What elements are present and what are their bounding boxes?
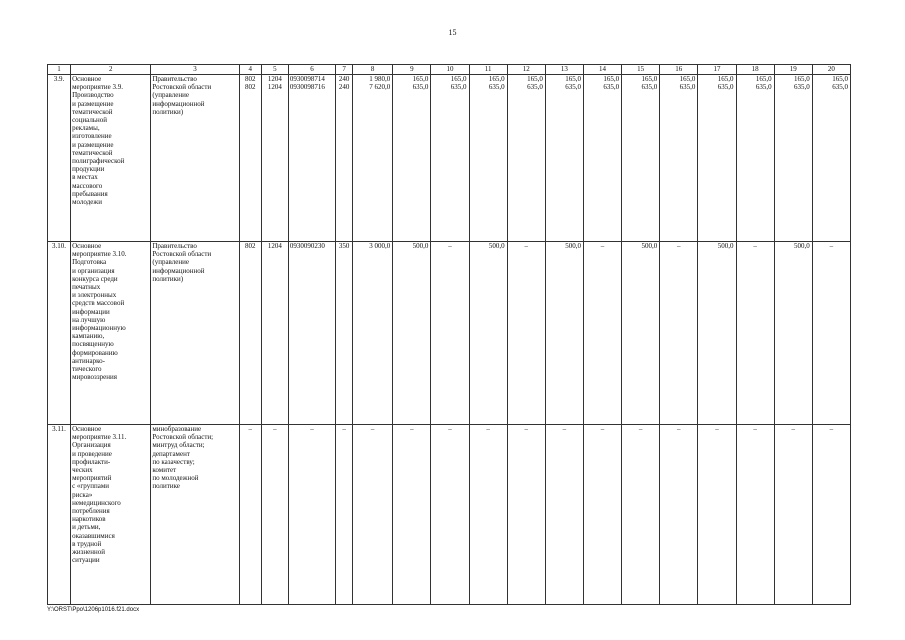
year-amount: [622, 425, 660, 605]
cell-line: 0930098716: [289, 83, 325, 92]
year-amount: [660, 425, 698, 605]
year-amount: [431, 425, 469, 605]
target-article-code: [288, 242, 335, 425]
cell-line: –: [791, 425, 795, 433]
cell-line: 165,0: [603, 75, 620, 83]
column-header: 2: [71, 65, 151, 75]
cell-line: –: [410, 425, 414, 433]
cell-line: –: [342, 425, 346, 433]
cell-line: 635,0: [641, 83, 658, 92]
cell-line: средств массовой: [72, 299, 125, 308]
column-header: 16: [660, 65, 698, 75]
cell-line: 635,0: [755, 83, 772, 92]
cell-line: Ростовской области: [152, 83, 212, 92]
year-amount: [507, 75, 545, 242]
activity-name: [71, 425, 151, 605]
cell-line: посвященную: [72, 340, 114, 349]
cell-line: мероприятие 3.10.: [72, 250, 127, 259]
cell-line: в трудной: [72, 539, 102, 548]
cell-line: минобразование: [152, 425, 202, 433]
section-code: [261, 75, 288, 242]
cell-line: комитет: [152, 466, 177, 475]
grbs-code: [239, 75, 261, 242]
activity-name: [71, 242, 151, 425]
cell-line: 635,0: [488, 83, 505, 92]
cell-line: 635,0: [603, 83, 620, 92]
cell-line: пребывания: [72, 189, 108, 198]
cell-line: антинарко-: [72, 356, 105, 365]
year-amount: [507, 425, 545, 605]
cell-line: департамент: [152, 449, 190, 458]
cell-line: политике: [152, 482, 180, 491]
cell-line: –: [562, 425, 567, 433]
year-amount: [393, 425, 431, 605]
cell-line: 802: [244, 83, 256, 92]
executor: [151, 425, 239, 605]
cell-line: и детьми,: [72, 523, 101, 532]
cell-line: 165,0: [641, 75, 658, 83]
cell-line: Ростовской области: [152, 250, 212, 259]
cell-line: оказавшимися: [72, 531, 115, 540]
cell-line: –: [753, 425, 757, 433]
year-amount: [507, 242, 545, 425]
cell-line: массового: [72, 181, 103, 190]
year-amount: [393, 242, 431, 425]
cell-line: 165,0: [794, 75, 810, 83]
column-header: 9: [393, 65, 431, 75]
year-amount: [698, 242, 736, 425]
cell-line: 500,0: [717, 242, 734, 250]
cell-line: –: [715, 425, 719, 433]
column-header: 14: [583, 65, 621, 75]
budget-table: [47, 64, 851, 605]
cell-line: 0930098714: [289, 75, 325, 83]
column-header: 17: [698, 65, 736, 75]
cell-line: политики): [152, 274, 184, 283]
year-amount: [545, 242, 583, 425]
cell-line: кампанию,: [72, 332, 105, 341]
year-amount: [736, 75, 774, 242]
year-amount: [774, 425, 812, 605]
cell-line: 240: [338, 83, 350, 92]
cell-line: –: [638, 425, 643, 433]
cell-line: и размещение: [72, 140, 114, 149]
file-path-footer: Y:\ORST\Ppo\1206p1016.f21.docx: [47, 607, 140, 613]
cell-line: 802: [244, 242, 256, 250]
column-header: 8: [353, 65, 393, 75]
cell-line: риска»: [72, 490, 93, 499]
cell-line: тематической: [72, 148, 113, 157]
cell-line: по молодежной: [152, 474, 199, 483]
cell-line: информации: [72, 307, 110, 316]
cell-line: 500,0: [794, 242, 810, 250]
total-amount: [353, 75, 393, 242]
year-amount: [583, 425, 621, 605]
cell-line: –: [448, 242, 452, 250]
cell-line: 165,0: [450, 75, 467, 83]
row-number: 3.10.: [48, 242, 71, 425]
cell-line: и проведение: [72, 449, 112, 458]
cell-line: 165,0: [832, 75, 848, 83]
table-row: [48, 425, 851, 605]
year-amount: [622, 75, 660, 242]
cell-line: конкурса среди: [72, 274, 118, 283]
column-header: 15: [622, 65, 660, 75]
row-number: 3.9.: [48, 75, 71, 242]
section-code: [261, 425, 288, 605]
cell-line: 240: [338, 75, 350, 83]
year-amount: [774, 242, 812, 425]
executor: [151, 242, 239, 425]
cell-line: продукции: [72, 165, 105, 174]
cell-line: Ростовской области;: [152, 433, 214, 442]
cell-line: 165,0: [717, 75, 734, 83]
column-header: 12: [507, 65, 545, 75]
cell-line: 165,0: [565, 75, 581, 83]
cell-line: 500,0: [565, 242, 581, 250]
table-row: [48, 242, 851, 425]
column-header: 20: [812, 65, 850, 75]
year-amount: [469, 425, 507, 605]
cell-line: –: [829, 242, 834, 250]
column-header: 10: [431, 65, 469, 75]
year-amount: [469, 242, 507, 425]
cell-line: –: [310, 425, 314, 433]
year-amount: [545, 425, 583, 605]
expense-type-code: [336, 425, 353, 605]
page-number: 15: [448, 28, 457, 37]
cell-line: и организация: [72, 266, 115, 275]
expense-type-code: [336, 242, 353, 425]
cell-line: 3 000,0: [369, 242, 391, 250]
cell-line: 1 980,0: [369, 75, 391, 83]
cell-line: 165,0: [527, 75, 543, 83]
target-article-code: [288, 425, 335, 605]
expense-type-code: [336, 75, 353, 242]
row-number: 3.11.: [48, 425, 71, 605]
cell-line: Производство: [72, 91, 114, 100]
year-amount: [660, 75, 698, 242]
total-amount: [353, 242, 393, 425]
cell-line: Правительство: [152, 242, 197, 250]
cell-line: и размещение: [72, 99, 114, 108]
cell-line: формированию: [72, 348, 118, 357]
year-amount: [736, 425, 774, 605]
cell-line: 802: [244, 75, 256, 83]
target-article-code: [288, 75, 335, 242]
year-amount: [469, 75, 507, 242]
cell-line: на лучшую: [72, 315, 106, 324]
cell-line: 635,0: [794, 83, 810, 92]
cell-line: –: [753, 242, 757, 250]
cell-line: ческих: [72, 466, 93, 475]
year-amount: [774, 75, 812, 242]
cell-line: –: [524, 425, 528, 433]
cell-line: тического: [72, 365, 102, 374]
cell-line: молодежи: [72, 198, 102, 207]
column-header: 6: [288, 65, 335, 75]
executor: [151, 75, 239, 242]
cell-line: 635,0: [527, 83, 543, 92]
cell-line: профилакти-: [72, 457, 111, 466]
cell-line: –: [600, 242, 605, 250]
cell-line: –: [248, 425, 252, 433]
cell-line: ситуации: [72, 556, 100, 565]
year-amount: [698, 425, 736, 605]
cell-line: 635,0: [565, 83, 581, 92]
column-header: 19: [774, 65, 812, 75]
cell-line: 1204: [267, 83, 282, 92]
cell-line: –: [486, 425, 490, 433]
year-amount: [583, 75, 621, 242]
cell-line: 165,0: [679, 75, 696, 83]
year-amount: [812, 425, 850, 605]
cell-line: в местах: [72, 173, 98, 182]
cell-line: 635,0: [832, 83, 848, 92]
year-amount: [736, 242, 774, 425]
cell-line: Основное: [72, 425, 102, 433]
cell-line: (управление: [152, 91, 189, 100]
cell-line: минтруд области;: [152, 441, 205, 450]
cell-line: Основное: [72, 75, 102, 83]
cell-line: рекламы,: [72, 124, 100, 133]
cell-line: печатных: [72, 283, 101, 292]
column-header: 3: [151, 65, 239, 75]
cell-line: по казачеству;: [152, 457, 195, 466]
year-amount: [812, 75, 850, 242]
cell-line: 500,0: [641, 242, 658, 250]
cell-line: Подготовка: [72, 258, 107, 267]
year-amount: [431, 242, 469, 425]
cell-line: немедицинского: [72, 498, 121, 507]
cell-line: –: [370, 425, 375, 433]
cell-line: информационной: [152, 99, 205, 108]
year-amount: [622, 242, 660, 425]
header-row: [48, 65, 851, 75]
cell-line: –: [448, 425, 452, 433]
cell-line: мировоззрения: [72, 373, 117, 382]
cell-line: полиграфической: [72, 157, 125, 166]
cell-line: изготовление: [72, 132, 112, 141]
cell-line: Основное: [72, 242, 102, 250]
cell-line: 500,0: [488, 242, 505, 250]
cell-line: –: [677, 425, 681, 433]
column-header: 13: [545, 65, 583, 75]
column-header: 18: [736, 65, 774, 75]
cell-line: наркотиков: [72, 515, 106, 524]
section-code: [261, 242, 288, 425]
cell-line: 165,0: [755, 75, 772, 83]
year-amount: [393, 75, 431, 242]
year-amount: [431, 75, 469, 242]
cell-line: с «группами: [72, 482, 109, 491]
cell-line: 635,0: [717, 83, 734, 92]
column-header: 1: [48, 65, 71, 75]
cell-line: 7 620,0: [369, 83, 391, 92]
cell-line: информационной: [152, 266, 205, 275]
column-header: 11: [469, 65, 507, 75]
cell-line: 1204: [267, 75, 282, 83]
cell-line: Организация: [72, 441, 111, 450]
cell-line: 635,0: [412, 83, 429, 92]
year-amount: [583, 242, 621, 425]
table-row: [48, 75, 851, 242]
cell-line: (управление: [152, 258, 189, 267]
column-header: 7: [336, 65, 353, 75]
cell-line: потребления: [72, 507, 110, 516]
cell-line: –: [829, 425, 834, 433]
cell-line: –: [524, 242, 528, 250]
cell-line: 165,0: [488, 75, 505, 83]
cell-line: –: [677, 242, 681, 250]
year-amount: [545, 75, 583, 242]
cell-line: жизненной: [72, 548, 106, 557]
cell-line: информационную: [72, 324, 126, 333]
year-amount: [660, 242, 698, 425]
cell-line: мероприятие 3.11.: [72, 433, 127, 442]
cell-line: –: [600, 425, 605, 433]
cell-line: политики): [152, 107, 184, 116]
grbs-code: [239, 425, 261, 605]
cell-line: мероприятий: [72, 474, 112, 483]
cell-line: 350: [338, 242, 350, 250]
activity-name: [71, 75, 151, 242]
cell-line: 500,0: [412, 242, 429, 250]
cell-line: 165,0: [412, 75, 429, 83]
cell-line: 635,0: [450, 83, 467, 92]
cell-line: Правительство: [152, 75, 197, 83]
cell-line: 0930090230: [289, 242, 325, 250]
grbs-code: [239, 242, 261, 425]
column-header: 4: [239, 65, 261, 75]
column-header: 5: [261, 65, 288, 75]
year-amount: [812, 242, 850, 425]
total-amount: [353, 425, 393, 605]
cell-line: 635,0: [679, 83, 696, 92]
cell-line: 1204: [267, 242, 282, 250]
year-amount: [698, 75, 736, 242]
cell-line: –: [273, 425, 277, 433]
cell-line: мероприятие 3.9.: [72, 83, 123, 92]
cell-line: и электронных: [72, 291, 117, 300]
cell-line: социальной: [72, 116, 108, 125]
cell-line: тематической: [72, 107, 113, 116]
